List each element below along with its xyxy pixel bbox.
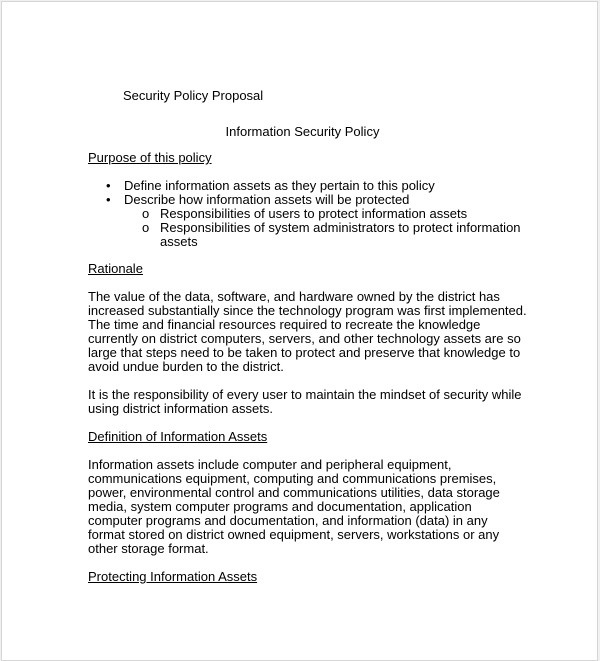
sub-bullet-item [88,207,528,221]
definition-heading: Definition of Information Assets [88,429,268,444]
purpose-section [88,151,528,249]
sub-bullet-item [88,221,528,249]
rationale-paragraph: The value of the data, software, and hardware owned by the district has increased substantially since the technology program was first implemented. The time and financial resources required to recreate the knowledge currently on district computers, servers, and other technology assets are so large that steps need to be taken to protect and preserve that knowledge to avoid undue burden to the district. [88,289,527,374]
protecting-section [88,570,528,584]
document-page [1,1,598,661]
bullet-text: Describe how information assets will be protected [124,192,410,207]
rationale-section [88,262,528,416]
definition-paragraph: Information assets include computer and peripheral equipment, communications equipment, computing and communications premises, power, environmental control and communications utilities, data storage media, system computer programs and documentation, application computer programs and documentation, and information (data) in any format stored on district owned equipment, servers, workstations or any other storage format. [88,457,500,556]
purpose-bullet-list [88,179,528,249]
document-title: Information Security Policy [225,124,380,139]
purpose-sub-list [124,207,528,249]
bullet-item [88,179,528,193]
rationale-paragraph: It is the responsibility of every user to maintain the mindset of security while using district information assets. [88,387,522,416]
bullet-text: Define information assets as they pertain to this policy [124,178,435,193]
definition-section [88,430,528,556]
sub-bullet-text: Responsibilities of users to protect information assets [160,206,468,221]
purpose-heading: Purpose of this policy [88,150,212,165]
rationale-heading: Rationale [88,261,143,276]
protecting-heading: Protecting Information Assets [88,569,258,584]
document-body [88,151,528,584]
document-heading: Security Policy Proposal [123,88,264,103]
sub-bullet-text: Responsibilities of system administrators to protect information assets [160,220,521,249]
bullet-item [88,193,528,249]
